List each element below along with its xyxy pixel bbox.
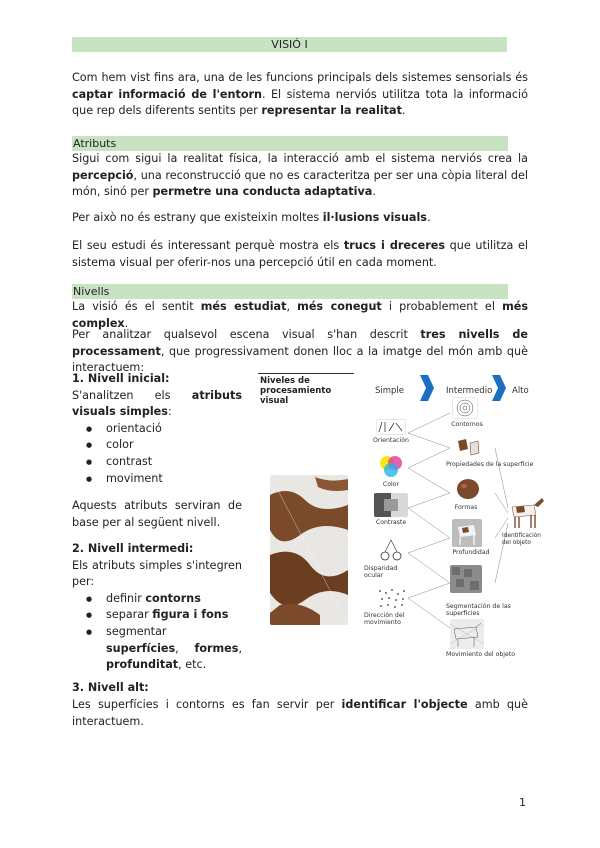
nivells-paragraph-2 — [72, 327, 528, 377]
identified-horse-thumbnail — [506, 495, 546, 531]
orientation-thumbnail — [376, 419, 406, 435]
nivell-inicial-block — [72, 371, 242, 531]
label-disparidad: Disparidad ocular — [364, 565, 398, 579]
label-contornos: Contornos — [451, 421, 483, 428]
emphasis: tres nivells de processament — [72, 328, 528, 358]
nivell-alt-heading: 3. Nivell alt: — [72, 681, 149, 694]
text: , que progressivament donen lloc a la imatge del món amb què interactuem: — [72, 344, 528, 375]
emphasis: més conegut — [297, 300, 382, 313]
text: . El sistema nerviós utilitza tota la informació que rep dels diferents sentits per — [72, 87, 528, 118]
motion-thumbnail — [376, 587, 408, 609]
list-item: ● moviment — [72, 471, 242, 488]
text: Sigui com sigui la realitat física, la interacció amb el sistema nerviós crea la — [72, 152, 528, 165]
label-formas: Formas — [454, 504, 478, 511]
label-orientacion: Orientación — [373, 437, 409, 444]
emphasis: atributs visuals simples — [72, 388, 242, 419]
label-movimiento: Movimiento del objeto — [446, 651, 516, 658]
color-thumbnail — [376, 453, 406, 479]
emphasis: trucs i dreceres — [343, 239, 445, 252]
text: i probablement el — [381, 300, 503, 313]
emphasis: formes — [194, 641, 239, 655]
page-title-text: VISIÓ I — [271, 38, 308, 51]
text: segmentar — [106, 624, 167, 638]
text: . — [124, 316, 129, 330]
nivell-intermedi-block — [72, 541, 242, 674]
text: , — [175, 641, 195, 655]
text: definir — [106, 591, 146, 605]
text: , una reconstrucció que no es caracteritza per ser una còpia literal del món, sinó per — [72, 168, 528, 199]
nivell-inicial-heading: 1. Nivell inicial: — [72, 372, 170, 385]
section-heading-text: Nivells — [73, 285, 110, 298]
list-item: ● color — [72, 437, 242, 454]
label-color: Color — [382, 481, 400, 488]
segmentation-thumbnail — [450, 565, 482, 593]
nivell-intermedi-intro: Els atributs simples s'integren per: — [72, 558, 242, 589]
label-contraste: Contraste — [375, 519, 407, 526]
contours-thumbnail — [452, 397, 478, 419]
emphasis: profunditat — [106, 658, 179, 672]
text: separar — [106, 608, 153, 622]
attribute-list — [72, 421, 242, 487]
intro-paragraph — [72, 70, 528, 120]
text: S'analitzen els — [72, 388, 192, 402]
list-item: ● contrast — [72, 454, 242, 471]
list-item: ● orientació — [72, 421, 242, 438]
nivell-inicial-text — [72, 388, 242, 421]
text: El seu estudi és interessant perquè mostra els — [72, 239, 344, 252]
nivell-intermedi-heading: 2. Nivell intermedi: — [72, 542, 194, 555]
column-simple: Simple — [375, 386, 405, 396]
nivell-alt-heading-block — [72, 680, 528, 697]
text: . — [426, 211, 431, 224]
atributs-paragraph-1 — [72, 151, 528, 201]
text: Per això no és estrany que existeixin moltes — [72, 211, 323, 224]
emphasis: representar la realitat — [261, 104, 402, 118]
text: amb què interactuem. — [72, 698, 528, 728]
column-intermedio: Intermedio — [446, 386, 493, 396]
nivell-alt-paragraph — [72, 697, 528, 730]
figure-title: Niveles de procesamiento visual — [260, 376, 332, 406]
text: . — [401, 104, 406, 118]
list-item — [72, 607, 242, 624]
emphasis: contorns — [145, 591, 201, 605]
atributs-paragraph-3 — [72, 238, 528, 271]
text: , — [286, 300, 298, 313]
integration-list — [72, 591, 242, 674]
disparity-thumbnail — [378, 538, 404, 562]
emphasis: il·lusions visuals — [322, 211, 427, 224]
text: La visió és el sentit — [72, 300, 201, 313]
atributs-paragraph-2 — [72, 210, 528, 227]
label-profundidad: Profundidad — [452, 549, 490, 556]
label-propiedades: Propiedades de la superficie — [446, 461, 534, 468]
text: . — [372, 185, 376, 199]
text: que utilitza el sistema visual per oferir-nos una percepció útil en cada moment. — [72, 239, 528, 269]
label-direccion: Dirección del movimiento — [364, 612, 405, 626]
text: Com hem vist fins ara, una de les funcions principals dels sistemes sensorials és — [72, 71, 528, 84]
section-heading-nivells — [72, 284, 508, 299]
emphasis: figura i fons — [152, 608, 229, 622]
contrast-thumbnail — [374, 493, 408, 517]
text: , — [238, 641, 242, 655]
text: Les superfícies i contorns es fan servir per — [72, 698, 342, 711]
emphasis: captar informació de l'entorn — [72, 87, 263, 101]
page-number: 1 — [519, 796, 526, 809]
list-item — [72, 591, 242, 608]
surface-thumbnail — [454, 435, 482, 459]
emphasis: percepció — [72, 168, 134, 182]
page-title — [72, 37, 507, 52]
column-alto: Alto — [512, 386, 529, 396]
text: , etc. — [178, 658, 207, 672]
text: Per analitzar qualsevol escena visual s'han descrit — [72, 328, 421, 341]
emphasis: permetre una conducta adaptativa — [152, 185, 373, 199]
section-heading-atributs — [72, 136, 508, 151]
label-segmentacion: Segmentación de las superficies — [446, 603, 511, 617]
emphasis: més estudiat — [200, 300, 287, 313]
nivell-inicial-after: Aquests atributs serviran de base per al següent nivell. — [72, 499, 242, 529]
emphasis: identificar l'objecte — [341, 698, 468, 711]
shapes-thumbnail — [454, 476, 482, 502]
label-identificacion: Identificación del objeto — [502, 533, 541, 546]
emphasis: superfícies — [106, 641, 176, 655]
list-item — [72, 624, 242, 674]
object-motion-thumbnail — [450, 619, 484, 649]
section-heading-text: Atributs — [73, 137, 117, 150]
processing-levels-figure — [250, 373, 550, 665]
emphasis: més complex — [72, 300, 528, 330]
depth-thumbnail — [452, 519, 482, 547]
text: : — [167, 405, 172, 419]
